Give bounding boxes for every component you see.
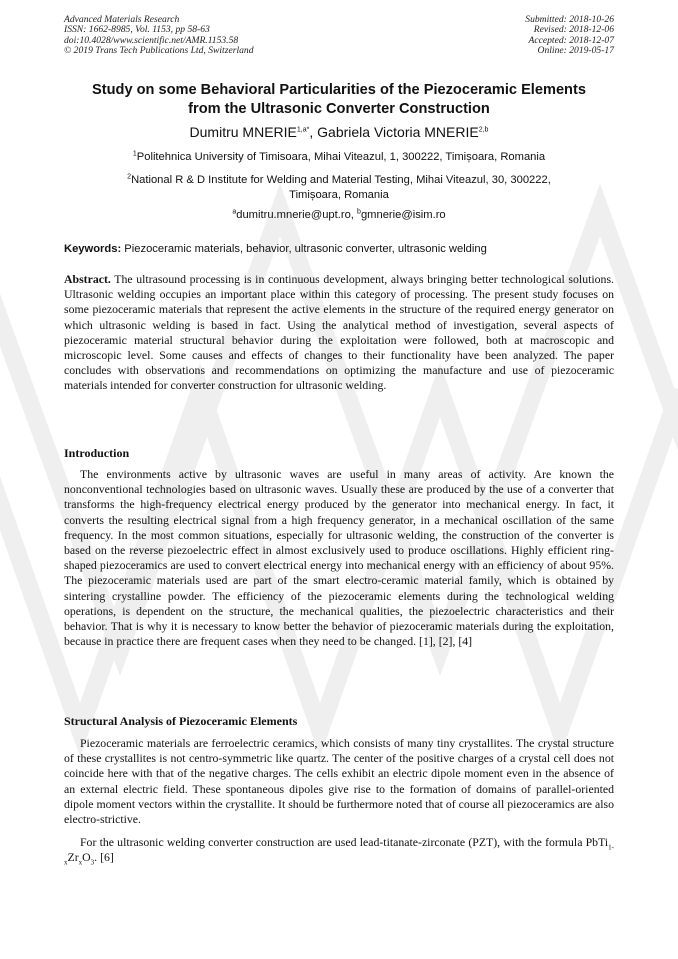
affiliation-1-text: Politehnica University of Timisoara, Mihai Viteazul, 1, 300222, Timișoara, Romania: [136, 151, 546, 163]
email-a-marker: a: [232, 208, 237, 216]
formula-reference: . [6]: [94, 850, 114, 865]
journal-issn: ISSN: 1662-8985, Vol. 1153, pp 58-63: [64, 24, 210, 36]
journal-info: [64, 15, 254, 57]
author-list: [40, 124, 638, 140]
author-2-name: Gabriela Victoria MNERIE: [317, 124, 479, 140]
abstract-label: Abstract.: [64, 272, 111, 286]
formula-zr: Zr: [67, 850, 79, 865]
date-submitted: Submitted: 2018-10-26: [525, 14, 614, 25]
introduction-paragraph: The environments active by ultrasonic waves are useful in many areas of activity. Are known the nonconventional technologies based on ultrasonic waves. Usually these are produced by the use of a converter that transforms the high-frequency electrical energy produced by the generator into mechanical energy. In fact, it converts the resulting electrical signal from a high frequency generator, in a mechanical oscillation of the same frequency. In the most common situations, especially for ultrasonic welding, the construction of the converter is based on the reverse piezoelectric effect in almost exclusively used to produce oscillations. Highly efficient ring-shaped piezoceramics are used to convert electrical energy into mechanical energy with an efficiency of about 95%. The piezoceramic materials used are part of the smart electro-ceramic material family, which is obtained by sintering crystalline powder. The efficiency of the piezoceramic elements during the technological welding operations, is dependent on the structure, the mechanical qualities, the piezoelectric characteristics and their behavior. That is why it is necessary to know better the behavior of piezoceramic materials during the exploitation, because in practice there are frequent cases when they need to be changed. [1], [2], [4]: [64, 467, 614, 649]
submission-dates: [525, 15, 614, 57]
journal-doi: doi:10.4028/www.scientific.net/AMR.1153.58: [64, 34, 239, 46]
introduction-heading: Introduction: [64, 446, 130, 460]
structural-paragraph-1: Piezoceramic materials are ferroelectric ceramics, which consists of many tiny crystallites. The crystal structure of these crystallites is not centro-symmetric like quartz. The center of the positive charges of a crystal cell does not coincide here with that of the negative charges. The cells exhibit an electric dipole moment even in the absence of an external electric field. These spontaneous dipoles give rise to the formation of domains of parallel-oriented dipole moment vectors within the crystallite. It should be furthermore noted that of course all piezoceramics are also electro-strictive.: [64, 736, 614, 827]
affiliation-2-city: Timișoara, Romania: [289, 189, 389, 201]
formula-sub-2: x: [78, 858, 83, 867]
date-accepted: Accepted: 2018-12-07: [528, 34, 614, 46]
email-a-link[interactable]: dumitru.mnerie@upt.ro,: [236, 209, 358, 221]
paper-title: [40, 81, 638, 118]
formula-sub-3: 3: [90, 858, 95, 867]
structural-analysis-heading: Structural Analysis of Piezoceramic Elements: [64, 714, 298, 728]
journal-copyright: © 2019 Trans Tech Publications Ltd, Switzerland: [64, 45, 254, 57]
affiliation-1: [90, 150, 588, 165]
affiliation-2-text: National R & D Institute for Welding and Material Testing, Mihai Viteazul, 30, 300222,: [131, 174, 551, 186]
affiliation-2: [90, 173, 588, 203]
author-emails: [90, 208, 588, 223]
author-1-affil: 1,a*: [296, 126, 310, 134]
date-revised: Revised: 2018-12-06: [533, 24, 614, 36]
email-b-link[interactable]: gmnerie@isim.ro: [360, 209, 446, 221]
abstract: [64, 272, 614, 394]
title-line-2: from the Ultrasonic Converter Construction: [188, 100, 490, 117]
affiliation-1-marker: 1: [132, 150, 137, 158]
formula-sub-1: 1-x: [64, 843, 614, 867]
date-online: Online: 2019-05-17: [537, 45, 614, 57]
title-line-1: Study on some Behavioral Particularities of the Piezoceramic Elements: [92, 82, 586, 98]
formula-o: O: [82, 850, 91, 865]
author-2-affil: 2,b: [478, 126, 489, 134]
journal-name: Advanced Materials Research: [64, 14, 180, 25]
author-1-name: Dumitru MNERIE: [189, 124, 297, 140]
structural-paragraph-2: [64, 835, 614, 865]
pzt-sentence: For the ultrasonic welding converter construction are used lead-titanate-zirconate (PZT), with the formula PbTi: [80, 835, 609, 849]
affiliation-2-marker: 2: [127, 173, 132, 181]
keywords-label: Keywords:: [64, 243, 122, 255]
keywords-line: [64, 243, 616, 255]
abstract-text: The ultrasound processing is in continuous development, always bringing better technological solutions. Ultrasonic welding occupies an important place within this category of processing. The present study focuses on some piezoceramic materials that represent the active elements in the structure of the required energy generator on which ultrasonic welding is based in fact. Using the analytical method of investigation, several aspects of piezoceramic material structural behavior during the exploitation were followed, both at macroscopic and microscopic level. Some causes and effects of changes to their functionality have been analyzed. The paper concludes with observations and recommendations on optimizing the manufacture and use of piezoceramic materials intended for converter construction for ultrasonic welding.: [64, 272, 614, 393]
keywords-text: Piezoceramic materials, behavior, ultrasonic converter, ultrasonic welding: [121, 243, 487, 255]
email-b-marker: b: [357, 208, 361, 216]
author-separator: ,: [309, 124, 318, 140]
